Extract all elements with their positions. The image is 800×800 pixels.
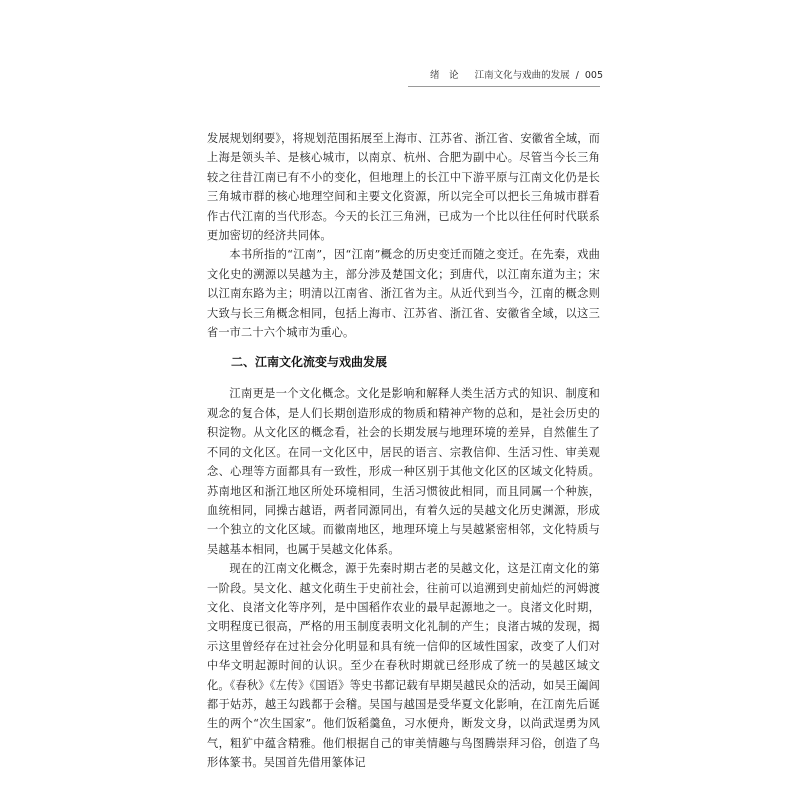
body-paragraph-1: 发展规划纲要》，将规划范围拓展至上海市、江苏省、浙江省、安徽省全域，而上海是领头羊、是核心城市，以南京、杭州、合肥为副中心。尽管当今长三角较之往昔江南已有不小的变化，但地理上的长江中下游平原与江南文化仍是长三角城市群的核心地理空间和主要文化资源，所以完全可以把长三角城市群看作古代江南的当代形态。今天的长江三角洲，已成为一个比以往任何时代联系更加密切的经济共同体。 [207, 132, 600, 243]
page-body [207, 129, 600, 773]
body-paragraph-4: 现在的江南文化概念，源于先秦时期古老的吴越文化，这是江南文化的第一阶段。吴文化、越文化萌生于史前社会，往前可以追溯到史前灿烂的河姆渡文化、良渚文化等序列，是中国稻作农业的最早起源地之一。良渚文化时期，文明程度已很高，严格的用玉制度表明文化礼制的产生；良渚古城的发现，揭示这里曾经存在过社会分化明显和具有统一信仰的区域性国家，改变了人们对中华文明起源时间的认识。至少在春秋时期就已经形成了统一的吴越区域文化。《春秋》《左传》《国语》等史书都记载有早期吴越民众的活动，如吴王阖闾都于姑苏，越王勾践都于会稽。吴国与越国是受华夏文化影响，在江南先后诞生的两个“次生国家”。他们饭稻羹鱼，习水便舟，断发文身，以尚武逞勇为风气，粗犷中蕴含精雅。他们根据自己的审美情趣与鸟图腾崇拜习俗，创造了鸟形体篆书。吴国首先借用篆体记 [207, 562, 600, 770]
body-paragraph-2: 本书所指的“江南”，因“江南”概念的历史变迁而随之变迁。在先秦，戏曲文化史的溯源以吴越为主，部分涉及楚国文化；到唐代，以江南东道为主；宋以江南东路为主；明清以江南省、浙江省为主。从近代到当今，江南的概念则大致与长三角概念相同，包括上海市、江苏省、浙江省、安徽省全域，以这三省一市二十六个城市为重心。 [207, 248, 600, 340]
body-paragraph-3: 江南更是一个文化概念。文化是影响和解释人类生活方式的知识、制度和观念的复合体，是人们长期创造形成的物质和精神产物的总和，是社会历史的积淀物。从文化区的概念看，社会的长期发展与地理环境的差异，自然催生了不同的文化区。在同一文化区中，居民的语言、宗教信仰、生活习性、审美观念、心理等方面都具有一致性，形成一种区别于其他文化区的区域文化特质。苏南地区和浙江地区所处环境相同，生活习惯彼此相同，而且同属一个种族，血统相同，同操古越语，两者同源同出，有着久远的吴越文化历史渊源，形成一个独立的文化区域。而徽南地区，地理环境上与吴越紧密相邻，文化特质与吴越基本相同，也属于吴越文化体系。 [207, 387, 600, 556]
section-heading: 二、江南文化流变与戏曲发展 [231, 355, 388, 370]
page-number: 005 [584, 70, 603, 81]
header-separator: / [575, 70, 579, 81]
running-header [430, 68, 603, 84]
header-divider [408, 86, 600, 87]
header-title: 江南文化与戏曲的发展 [474, 70, 570, 81]
header-chapter: 绪 论 [430, 70, 459, 81]
